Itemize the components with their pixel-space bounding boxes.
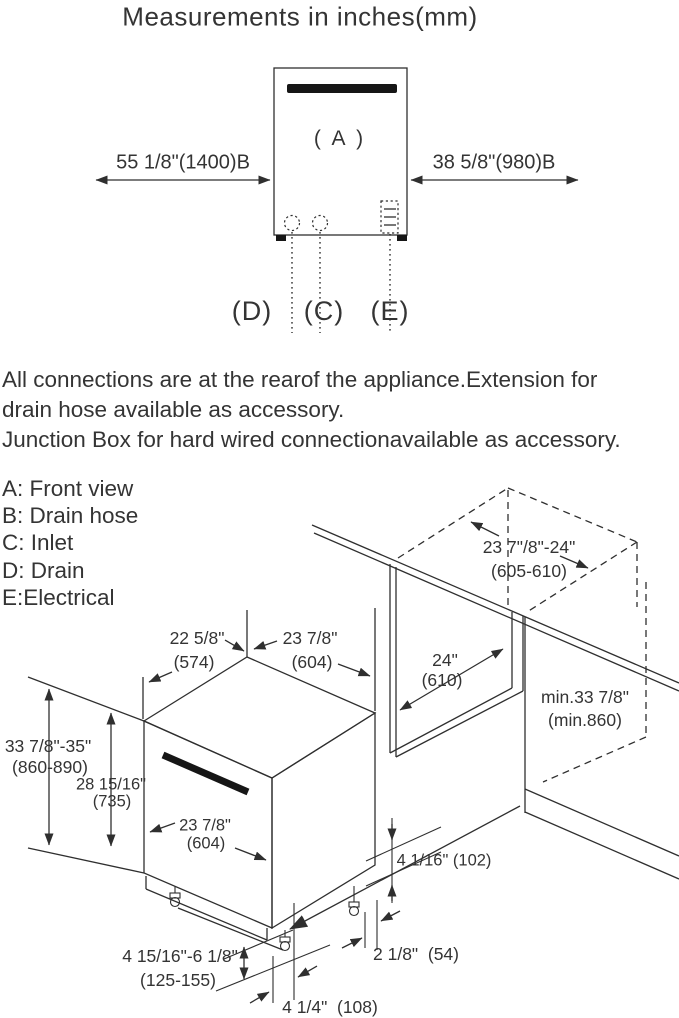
leg-height-label-1: 4 15/16"-6 1/8" xyxy=(122,945,238,966)
top-depth-label-2: (604) xyxy=(291,651,333,672)
front-width-label-1: 23 7/8" xyxy=(179,816,231,835)
cabinet-depth-label-1: 24" xyxy=(432,649,458,670)
note-line-1: All connections are at the rearof the appliance.Extension for xyxy=(2,367,598,392)
left-foot xyxy=(276,235,286,241)
note-line-2: drain hose available as accessory. xyxy=(2,397,345,422)
drain-port-circle xyxy=(285,216,300,231)
control-panel-bar xyxy=(287,84,397,93)
page-title: Measurements in inches(mm) xyxy=(122,1,478,32)
front-clearance-dimension xyxy=(250,903,317,1003)
legend-item-b: B: Drain hose xyxy=(2,503,139,528)
installation-linework xyxy=(28,488,679,1003)
side-clearance-label: 2 1/8" (54) xyxy=(373,943,459,964)
electrical-callout: (E) xyxy=(370,295,410,326)
dishwasher-side-face xyxy=(272,713,375,928)
electrical-connector xyxy=(381,201,398,233)
body-height-label-2: (735) xyxy=(92,792,132,811)
counter-depth-label-1: 23 7"/8"-24" xyxy=(482,536,576,557)
cabinet-depth-label-2: (610) xyxy=(421,669,463,690)
note-line-3: Junction Box for hard wired connectionavailable as accessory. xyxy=(2,427,621,452)
overall-height-label-1: 33 7/8"-35" xyxy=(4,735,92,756)
appliance-outline xyxy=(274,68,407,235)
door-handle-bar xyxy=(163,755,248,792)
top-width-label-2: (574) xyxy=(173,651,215,672)
right-hose-dimension-label: 38 5/8"(980)B xyxy=(432,151,556,174)
rear-clearance-label: 4 1/16" (102) xyxy=(396,851,492,870)
min-height-label-1: min.33 7/8" xyxy=(541,686,629,707)
top-width-label-1: 22 5/8" xyxy=(169,627,225,648)
front-clearance-label: 4 1/4" (108) xyxy=(282,996,378,1017)
counter-depth-label-2: (605-610) xyxy=(491,560,567,581)
drain-callout: (D) xyxy=(231,295,273,326)
overall-height-label-2: (860-890) xyxy=(12,756,88,777)
top-depth-label-1: 23 7/8" xyxy=(282,627,338,648)
leg-height-label-2: (125-155) xyxy=(140,969,216,990)
right-foot xyxy=(397,235,407,241)
inlet-port-circle xyxy=(313,216,328,231)
front-view-linework xyxy=(96,68,578,333)
legend-item-a: A: Front view xyxy=(2,476,134,501)
body-height-label-1: 28 15/16" xyxy=(75,775,147,794)
counter-depth-arrow-left xyxy=(471,522,499,536)
inlet-callout: (C) xyxy=(303,295,345,326)
front-view-label: ( A ) xyxy=(313,126,367,150)
min-height-label-2: (min.860) xyxy=(548,709,622,730)
left-hose-dimension-label: 55 1/8"(1400)B xyxy=(116,151,250,174)
legend-item-d: D: Drain xyxy=(2,558,85,583)
legend-item-c: C: Inlet xyxy=(2,530,74,555)
legend-item-e: E:Electrical xyxy=(2,585,115,610)
front-width-label-2: (604) xyxy=(186,834,226,853)
